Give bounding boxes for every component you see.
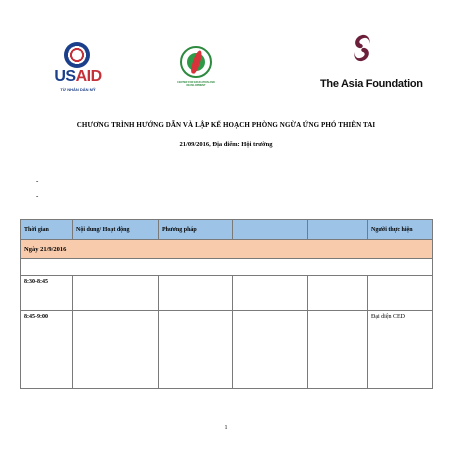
agenda-table — [20, 219, 433, 389]
table-cell — [233, 276, 308, 311]
presenter-cell: Đại diện CED — [368, 311, 433, 389]
usaid-seal-icon — [64, 42, 90, 68]
method-cell — [159, 276, 233, 311]
header-presenter: Người thực hiện — [368, 220, 433, 240]
time-cell: 8:45-9:00 — [21, 311, 73, 389]
usaid-logo — [50, 42, 106, 98]
usaid-subtitle: TỪ NHÂN DÂN MỸ — [60, 87, 96, 92]
table-cell — [308, 311, 368, 389]
bullet-item: - — [36, 192, 39, 200]
header-time: Thời gian — [21, 220, 73, 240]
usaid-word-aid: AID — [75, 68, 102, 85]
date-row — [21, 240, 433, 259]
page-number: 1 — [224, 425, 228, 431]
content-cell — [73, 276, 159, 311]
header-method: Phương pháp — [159, 220, 233, 240]
content-cell — [73, 311, 159, 389]
bullet-item: - — [36, 177, 39, 185]
presenter-cell — [368, 276, 433, 311]
table-row — [21, 276, 433, 311]
date-label: Ngày 21/9/2016 — [21, 240, 433, 259]
method-cell — [159, 311, 233, 389]
table-cell — [233, 311, 308, 389]
table-row — [21, 311, 433, 389]
document-subtitle: 21/09/2016, Địa điểm: Hội trường — [179, 141, 273, 148]
table-row — [21, 259, 433, 276]
usaid-word-us: US — [54, 68, 76, 85]
ced-emblem-icon — [180, 46, 212, 78]
header-empty-1 — [233, 220, 308, 240]
table-cell — [21, 259, 433, 276]
table-header-row — [21, 220, 433, 240]
usaid-wordmark — [50, 69, 106, 85]
header-empty-2 — [308, 220, 368, 240]
asia-foundation-mark-icon — [352, 34, 372, 62]
asia-foundation-wordmark: The Asia Foundation — [320, 78, 423, 90]
document-title: CHƯƠNG TRÌNH HƯỚNG DẪN VÀ LẬP KẾ HOẠCH PHÒNG NGỪA ỨNG PHÓ THIÊN TAI — [76, 121, 376, 129]
ced-logo — [176, 42, 216, 88]
header-content: Nội dung/ Hoạt động — [73, 220, 159, 240]
asia-foundation-logo — [320, 34, 423, 96]
ced-caption: CENTER FOR EDUCATION AND DEVELOPMENT — [177, 81, 215, 87]
table-cell — [308, 276, 368, 311]
time-cell: 8:30-8:45 — [21, 276, 73, 311]
